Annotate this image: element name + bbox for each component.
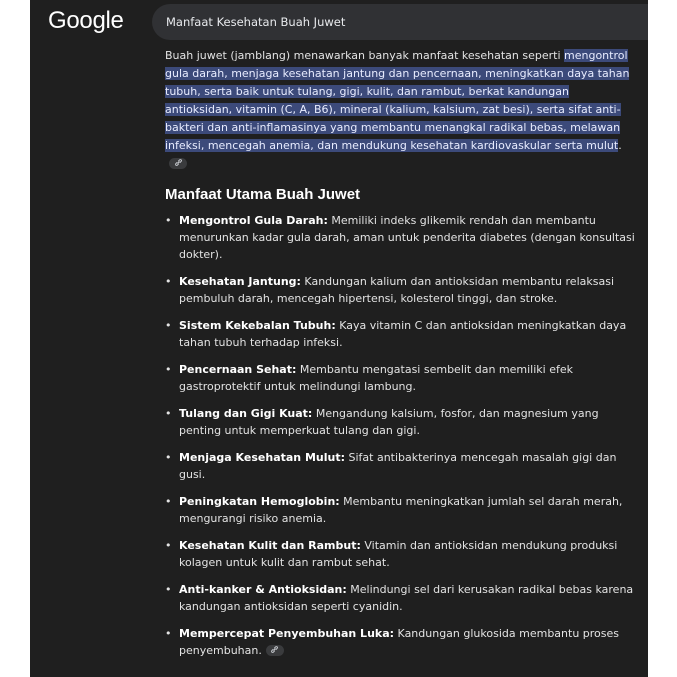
search-results-page — [30, 0, 648, 677]
benefit-title: Pencernaan Sehat: — [179, 363, 297, 376]
link-icon[interactable] — [169, 158, 187, 169]
bullet-icon: • — [165, 407, 172, 420]
bullet-icon: • — [165, 451, 172, 464]
benefit-title: Tulang dan Gigi Kuat: — [179, 407, 313, 420]
list-item — [165, 537, 639, 571]
list-item — [165, 625, 639, 659]
benefit-text: Memiliki indeks glikemik rendah dan membantu menurunkan kadar gula darah, aman untuk penderita diabetes (dengan konsultasi dokter). — [179, 214, 635, 261]
benefit-text: Membantu mengatasi sembelit dan memiliki efek gastroprotektif untuk melindungi lambung. — [179, 363, 573, 393]
bullet-icon: • — [165, 363, 172, 376]
search-input[interactable]: Manfaat Kesehatan Buah Juwet — [166, 15, 346, 29]
list-item — [165, 405, 639, 439]
list-item — [165, 449, 639, 483]
ai-overview — [165, 47, 639, 669]
list-item — [165, 581, 639, 615]
list-item — [165, 361, 639, 395]
benefit-title: Anti-kanker & Antioksidan: — [179, 583, 347, 596]
benefit-text: Sifat antibakterinya mencegah masalah gigi dan gusi. — [179, 451, 617, 481]
summary-highlighted-text: mengontrol gula darah, menjaga kesehatan jantung dan pencernaan, meningkatkan daya tahan tubuh, serta baik untuk tulang, gigi, kulit, dan rambut, berkat kandungan antioksidan, vitamin (C, A, B6), mineral (kalium, kalsium, zat besi), serta sifat anti-bakteri dan anti-inflamasinya yang membantu menangkal radikal bebas, melawan infeksi, mencegah anemia, dan mendukung kesehatan kardiovaskular serta mulut — [165, 49, 630, 152]
bullet-icon: • — [165, 275, 172, 288]
benefit-text: Melindungi sel dari kerusakan radikal bebas karena kandungan antioksidan seperti cyanidin. — [179, 583, 634, 613]
benefit-text: Mengandung kalsium, fosfor, dan magnesium yang penting untuk memperkuat tulang dan gigi. — [179, 407, 599, 437]
bullet-icon: • — [165, 214, 172, 227]
benefit-title: Kesehatan Kulit dan Rambut: — [179, 539, 361, 552]
benefit-title: Mempercepat Penyembuhan Luka: — [179, 627, 395, 640]
benefit-title: Menjaga Kesehatan Mulut: — [179, 451, 345, 464]
search-bar[interactable] — [152, 4, 648, 40]
list-item — [165, 493, 639, 527]
summary-text: Buah juwet (jamblang) menawarkan banyak manfaat kesehatan seperti — [165, 49, 565, 62]
link-icon[interactable] — [266, 645, 284, 656]
bullet-icon: • — [165, 319, 172, 332]
benefit-title: Peningkatan Hemoglobin: — [179, 495, 340, 508]
benefit-text: Kaya vitamin C dan antioksidan meningkatkan daya tahan tubuh terhadap infeksi. — [179, 319, 627, 349]
benefit-text: Kandungan kalium dan antioksidan membantu relaksasi pembuluh darah, mencegah hipertensi, kolesterol tinggi, dan stroke. — [179, 275, 614, 305]
benefit-title: Mengontrol Gula Darah: — [179, 214, 328, 227]
bullet-icon: • — [165, 539, 172, 552]
list-item — [165, 212, 639, 263]
bullet-icon: • — [165, 495, 172, 508]
list-item — [165, 317, 639, 351]
summary-end: . — [618, 139, 622, 152]
benefit-title: Sistem Kekebalan Tubuh: — [179, 319, 336, 332]
list-item — [165, 273, 639, 307]
bullet-icon: • — [165, 583, 172, 596]
benefit-text: Kandungan glukosida membantu proses penyembuhan. — [179, 627, 620, 657]
section-heading: Manfaat Utama Buah Juwet — [165, 186, 361, 203]
google-logo[interactable]: Google — [48, 7, 124, 34]
benefit-text: Membantu meningkatkan jumlah sel darah merah, mengurangi risiko anemia. — [179, 495, 623, 525]
benefit-title: Kesehatan Jantung: — [179, 275, 301, 288]
overview-summary — [165, 47, 639, 173]
bullet-icon: • — [165, 627, 172, 640]
benefit-list — [165, 212, 639, 659]
benefit-text: Vitamin dan antioksidan mendukung produksi kolagen untuk kulit dan rambut sehat. — [179, 539, 618, 569]
